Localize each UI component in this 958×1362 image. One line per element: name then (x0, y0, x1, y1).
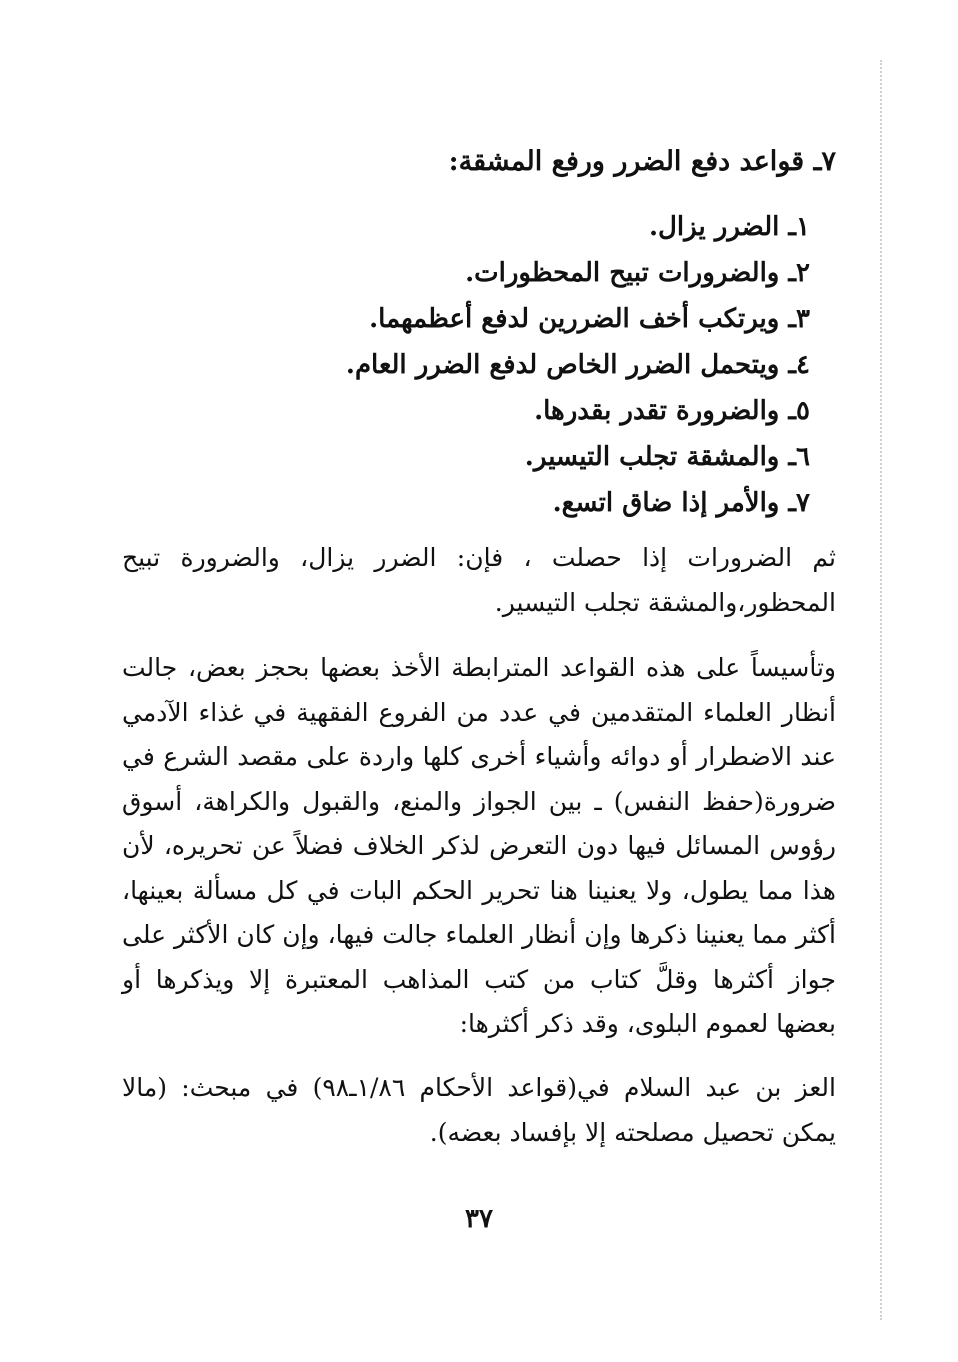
rule-item: ٥ـ والضرورة تقدر بقدرها. (534, 396, 810, 426)
rule-item: ٤ـ ويتحمل الضرر الخاص لدفع الضرر العام. (345, 350, 810, 380)
rules-list (190, 204, 810, 526)
paragraph-necessities: ثم الضرورات إذا حصلت ، فإن: الضرر يزال، والضرورة تبيح المحظور،والمشقة تجلب التيسير. (122, 543, 836, 617)
section-heading: ٧ـ قواعد دفع الضرر ورفع المشقة: (448, 146, 836, 177)
rule-item: ٧ـ والأمر إذا ضاق اتسع. (552, 488, 810, 518)
paragraph-scholars: وتأسيساً على هذه القواعد المترابطة الأخذ بعضها بحجز بعض، جالت أنظار العلماء المتقدمين في عدد من الفروع الفقهية في غذاء الآدمي عند الاضطرار أو دوائه وأشياء أخرى كلها واردة على مقصد الشرع في ضرورة(حفظ النفس) ـ بين الجواز والمنع، والقبول والكراهة، أسوق رؤوس المسائل فيها دون التعرض لذكر الخلاف فضلاً عن تحريره، لأن هذا مما يطول، ولا يعنينا هنا تحرير الحكم البات في كل مسألة بعينها، أكثر مما يعنينا ذكرها وإن أنظار العلماء جالت فيها، وإن كان الأكثر على جواز أكثرها وقلَّ كتاب من كتب المذاهب المعتبرة إلا ويذكرها أو بعضها لعموم البلوى، وقد ذكر أكثرها: (122, 653, 836, 1038)
rule-item: ٦ـ والمشقة تجلب التيسير. (524, 442, 810, 472)
rule-item: ٣ـ ويرتكب أخف الضررين لدفع أعظمهما. (369, 304, 810, 334)
rule-item: ١ـ الضرر يزال. (648, 212, 810, 242)
paragraph-izz-citation: العز بن عبد السلام في(قواعد الأحكام ١/٨٦ـ٩٨) في مبحث: (مالا يمكن تحصيل مصلحته إلا بإفساد بعضه). (122, 1073, 836, 1147)
rule-item: ٢ـ والضرورات تبيح المحظورات. (465, 258, 810, 288)
margin-dotted-line (880, 60, 882, 1320)
page-number: ٣٧ (465, 1204, 493, 1234)
